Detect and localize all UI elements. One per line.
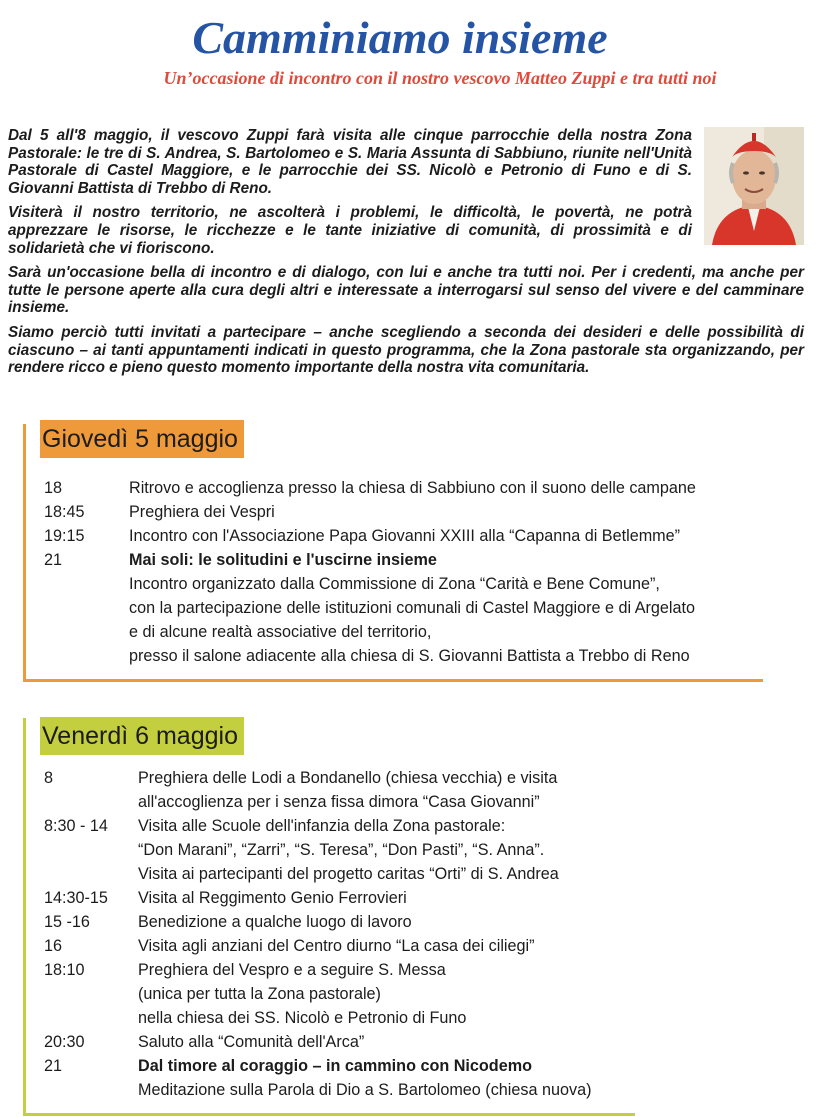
schedule-desc: Preghiera del Vespro e a seguire S. Messa bbox=[138, 961, 446, 979]
page-title: Camminiamo insieme bbox=[192, 12, 608, 63]
schedule-desc: presso il salone adiacente alla chiesa di S. Giovanni Battista a Trebbo di Reno bbox=[129, 647, 690, 665]
schedule-desc: (unica per tutta la Zona pastorale) bbox=[138, 985, 381, 1003]
schedule-desc: Incontro con l'Associazione Papa Giovanni XXIII alla “Capanna di Betlemme” bbox=[129, 527, 681, 545]
schedule-desc: Visita al Reggimento Genio Ferrovieri bbox=[138, 889, 407, 907]
schedule-desc: “Don Marani”, “Zarri”, “S. Teresa”, “Don Pasti”, “S. Anna”. bbox=[138, 841, 545, 859]
page-subtitle: Un’occasione di incontro con il nostro vescovo Matteo Zuppi e tra tutti noi bbox=[163, 68, 717, 88]
schedule-desc: Visita ai partecipanti del progetto caritas “Orti” di S. Andrea bbox=[138, 865, 559, 883]
schedule-time: 8 bbox=[44, 769, 54, 787]
schedule-time: 20:30 bbox=[44, 1033, 85, 1051]
schedule-desc: Incontro organizzato dalla Commissione di Zona “Carità e Bene Comune”, bbox=[129, 575, 660, 593]
day-heading: Venerdì 6 maggio bbox=[40, 717, 244, 755]
schedule-desc: Visita alle Scuole dell'infanzia della Zona pastorale: bbox=[138, 817, 506, 835]
section-border-bottom bbox=[23, 679, 763, 682]
intro-text bbox=[8, 127, 804, 384]
intro-paragraph: Visiterà il nostro territorio, ne ascolterà i problemi, le difficoltà, le povertà, ne potrà apprezzare le risorse, le ricchezze e le tante iniziative di comunità, di prossimità e di solidarietà che vi fioriscono. bbox=[8, 204, 692, 257]
schedule-desc: Visita agli anziani del Centro diurno “La casa dei ciliegi” bbox=[138, 937, 535, 955]
schedule-time: 14:30-15 bbox=[44, 889, 108, 907]
section-border-left bbox=[23, 424, 26, 682]
intro-paragraph: Siamo perciò tutti invitati a partecipare – anche scegliendo a seconda dei desideri e delle possibilità di ciascuno – ai tanti appuntamenti indicati in questo programma, che la Zona pastorale sta organizzando, per rendere ricco e pieno questo momento importante della nostra vita comunitaria. bbox=[8, 323, 804, 377]
section-border-left bbox=[23, 718, 26, 1116]
schedule-desc: Preghiera delle Lodi a Bondanello (chiesa vecchia) e visita bbox=[138, 769, 558, 787]
day-heading: Giovedì 5 maggio bbox=[40, 420, 244, 458]
schedule-time: 18:45 bbox=[44, 503, 85, 521]
schedule-desc: all'accoglienza per i senza fissa dimora “Casa Giovanni” bbox=[138, 793, 540, 811]
schedule-desc: Mai soli: le solitudini e l'uscirne insieme bbox=[129, 551, 437, 569]
schedule-time: 18:10 bbox=[44, 961, 85, 979]
schedule-time: 19:15 bbox=[44, 527, 85, 545]
intro-paragraph: Sarà un'occasione bella di incontro e di dialogo, con lui e anche tra tutti noi. Per i credenti, ma anche per tutte le persone aperte alla cura degli altri e interessate a interrogarsi sul senso del vivere e del camminare insieme. bbox=[8, 264, 804, 317]
schedule-desc: Benedizione a qualche luogo di lavoro bbox=[138, 913, 412, 931]
schedule-desc: Ritrovo e accoglienza presso la chiesa di Sabbiuno con il suono delle campane bbox=[129, 479, 696, 497]
schedule-desc: con la partecipazione delle istituzioni comunali di Castel Maggiore e di Argelato bbox=[129, 599, 695, 617]
schedule-desc: Preghiera dei Vespri bbox=[129, 503, 275, 521]
schedule-desc: Dal timore al coraggio – in cammino con Nicodemo bbox=[138, 1057, 532, 1075]
schedule-time: 16 bbox=[44, 937, 63, 955]
intro-paragraph: Dal 5 all'8 maggio, il vescovo Zuppi farà visita alle cinque parrocchie della nostra Zona Pastorale: le tre di S. Andrea, S. Bartolomeo e S. Maria Assunta di Sabbiuno, riunite nell'Unità Pastorale di Castel Maggiore, e le parrocchie dei SS. Nicolò e Petronio di Funo e di S. Giovanni Battista di Trebbo di Reno. bbox=[8, 127, 692, 197]
schedule-time: 21 bbox=[44, 551, 63, 569]
schedule-time: 8:30 - 14 bbox=[44, 817, 108, 835]
bishop-portrait-photo bbox=[704, 127, 804, 245]
schedule-desc: Meditazione sulla Parola di Dio a S. Bartolomeo (chiesa nuova) bbox=[138, 1081, 592, 1099]
schedule-desc: Saluto alla “Comunità dell'Arca” bbox=[138, 1033, 365, 1051]
schedule-desc: nella chiesa dei SS. Nicolò e Petronio di Funo bbox=[138, 1009, 467, 1027]
schedule-time: 18 bbox=[44, 479, 63, 497]
schedule-time: 21 bbox=[44, 1057, 63, 1075]
section-border-bottom bbox=[23, 1113, 635, 1116]
schedule-desc: e di alcune realtà associative del territorio, bbox=[129, 623, 432, 641]
schedule-time: 15 -16 bbox=[44, 913, 90, 931]
